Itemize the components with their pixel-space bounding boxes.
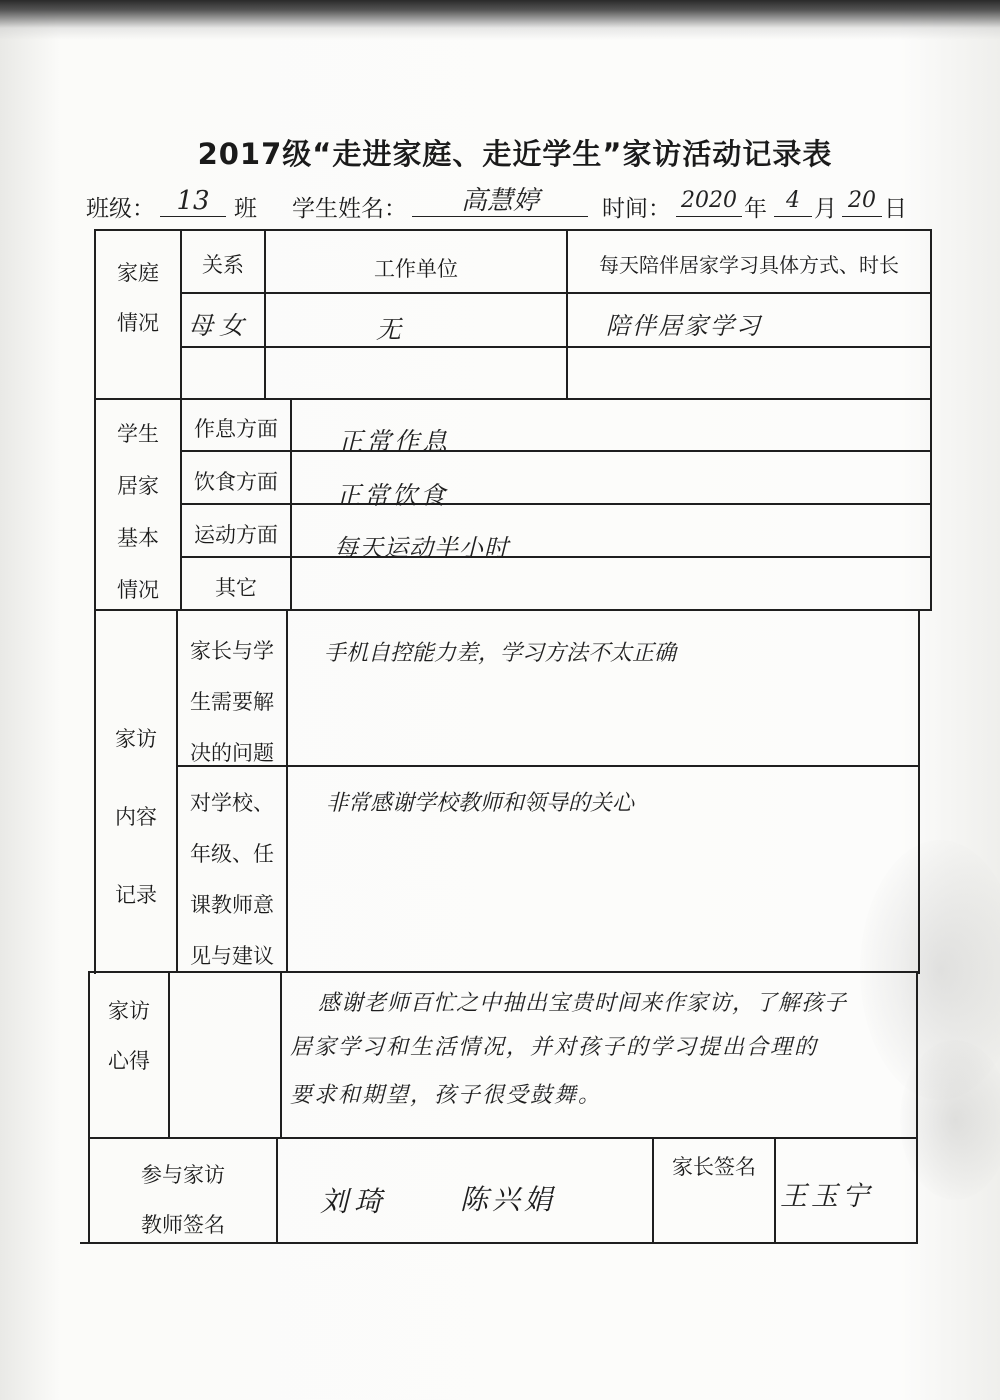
header-info	[86, 186, 966, 222]
parent-signature-label: 家长签名	[672, 1155, 756, 1179]
problems-value: 手机自控能力差，学习方法不太正确	[324, 641, 677, 666]
teacher-signature-2: 陈兴娟	[460, 1183, 557, 1216]
home-row-label-exercise: 运动方面	[194, 523, 278, 547]
home-row-label-sleep: 作息方面	[194, 417, 278, 441]
problems-label: 家长与学 生需要解 决的问题	[190, 639, 274, 765]
form-title: 2017级“走进家庭、走近学生”家访活动记录表	[197, 137, 833, 171]
month-suffix: 月	[814, 196, 837, 222]
accompany-value: 陪伴居家学习	[606, 312, 762, 340]
experience-line-2: 居家学习和生活情况，并对孩子的学习提出合理的	[290, 1035, 819, 1060]
experience-line-3: 要求和期望，孩子很受鼓舞。	[290, 1083, 603, 1108]
experience-section-label: 家访 心得	[108, 999, 150, 1073]
parent-signature: 王玉宁	[780, 1181, 873, 1212]
relation-value: 母女	[188, 311, 251, 340]
home-row-value-diet: 正常饮食	[336, 481, 449, 510]
suggest-value: 非常感谢学校教师和领导的关心	[326, 791, 635, 816]
family-section-label: 家庭 情况	[117, 261, 159, 335]
visit-section-label: 家访 内容 记录	[115, 727, 157, 907]
work-value: 无	[376, 315, 402, 344]
teacher-signature-label: 参与家访 教师签名	[141, 1163, 225, 1237]
day-suffix: 日	[884, 196, 907, 222]
home-row-value-sleep: 正常作息	[338, 427, 451, 456]
home-row-label-diet: 饮食方面	[194, 470, 278, 494]
scan-shadow	[0, 0, 1000, 40]
col-work-header: 工作单位	[374, 257, 458, 281]
teacher-signature-1: 刘琦	[320, 1185, 389, 1218]
scan-smudge	[900, 1040, 1000, 1200]
home-row-label-other: 其它	[215, 576, 257, 600]
student-name-field: 高慧婷	[412, 186, 588, 217]
home-row-value-exercise: 每天运动半小时	[334, 534, 509, 562]
suggest-label: 对学校、 年级、任 课教师意 见与建议	[190, 791, 274, 968]
student-label: 学生姓名：	[292, 196, 407, 222]
year-suffix: 年	[744, 196, 767, 222]
year-field: 2020	[676, 186, 742, 217]
experience-line-1: 感谢老师百忙之中抽出宝贵时间来作家访，了解孩子	[318, 991, 848, 1016]
class-suffix: 班	[234, 196, 257, 222]
home-section-label: 学生 居家 基本 情况	[117, 422, 159, 602]
month-field: 4	[774, 186, 812, 217]
class-label: 班级：	[86, 196, 155, 222]
class-field: 13	[160, 186, 226, 217]
col-relation-header: 关系	[202, 253, 244, 277]
col-accompany-header: 每天陪伴居家学习具体方式、时长	[599, 253, 899, 277]
day-field: 20	[842, 186, 882, 217]
time-label: 时间：	[602, 196, 671, 222]
